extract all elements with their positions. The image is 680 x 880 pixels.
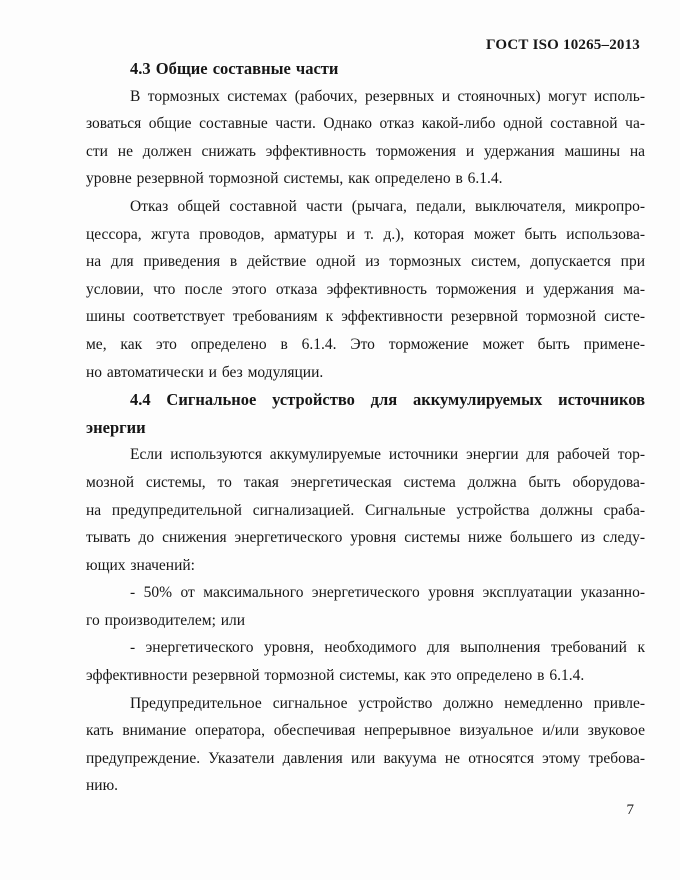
paragraph-line: уровне резервной тормозной системы, как определено в 6.1.4. [86,170,503,188]
paragraph-line: го производителем; или [86,611,246,629]
paragraph-line: на предупредительной сигнализацией. Сигнальные устройства должны сраба- [86,501,645,519]
paragraph-line: ме, как это определено в 6.1.4. Это торможение может быть примене- [86,335,645,353]
paragraph-line: - 50% от максимального энергетического уровня эксплуатации указанно- [130,584,645,602]
heading-line: 4.3 Общие составные части [130,59,339,78]
paragraph-line: но автоматически и без модуляции. [86,363,324,381]
paragraph-line: Предупредительное сигнальное устройство должно немедленно привле- [130,694,645,712]
paragraph-line: эффективности резервной тормозной системы, как это определено в 6.1.4. [86,667,585,685]
paragraph-line: сти не должен снижать эффективность торможения и удержания машины на [86,142,645,160]
paragraph-line: условии, что после этого отказа эффективность торможения и удержания ма- [86,280,645,298]
paragraph-line: В тормозных системах (рабочих, резервных и стояночных) могут исполь- [130,87,645,105]
paragraph-line: шины соответствует требованиям к эффективности резервной тормозной систе- [86,308,645,326]
paragraph-line: тывать до снижения энергетического уровня системы ниже большего из следу- [86,529,645,547]
paragraph-line: цессора, жгута проводов, арматуры и т. д.), которая может быть использова- [86,225,645,243]
paragraph-line: нию. [86,777,119,795]
paragraph-line: ющих значений: [86,556,195,574]
paragraph-line: кать внимание оператора, обеспечивая непрерывное визуальное и/или звуковое [86,722,645,740]
paragraph-line: на для приведения в действие одной из тормозных систем, допускается при [86,253,645,271]
paragraph-line: - энергетического уровня, необходимого для выполнения требований к [130,639,645,657]
running-header: ГОСТ ISO 10265–2013 [485,37,640,53]
paragraph-line: Если используются аккумулируемые источники энергии для рабочей тор- [130,446,645,464]
page-number: 7 [626,802,634,818]
heading-line: 4.4 Сигнальное устройство для аккумулируемых источников [130,390,645,410]
document-body [86,55,645,800]
paragraph-line: зоваться общие составные части. Однако отказ какой-либо одной составной ча- [86,115,645,133]
paragraph-line: Отказ общей составной части (рычага, педали, выключателя, микропро- [130,197,645,215]
paragraph-line: предупреждение. Указатели давления или вакуума не относятся этому требова- [86,749,645,767]
paragraph-line: мозной системы, то такая энергетическая система должна быть оборудова- [86,473,645,491]
heading-line: энергии [86,417,146,437]
